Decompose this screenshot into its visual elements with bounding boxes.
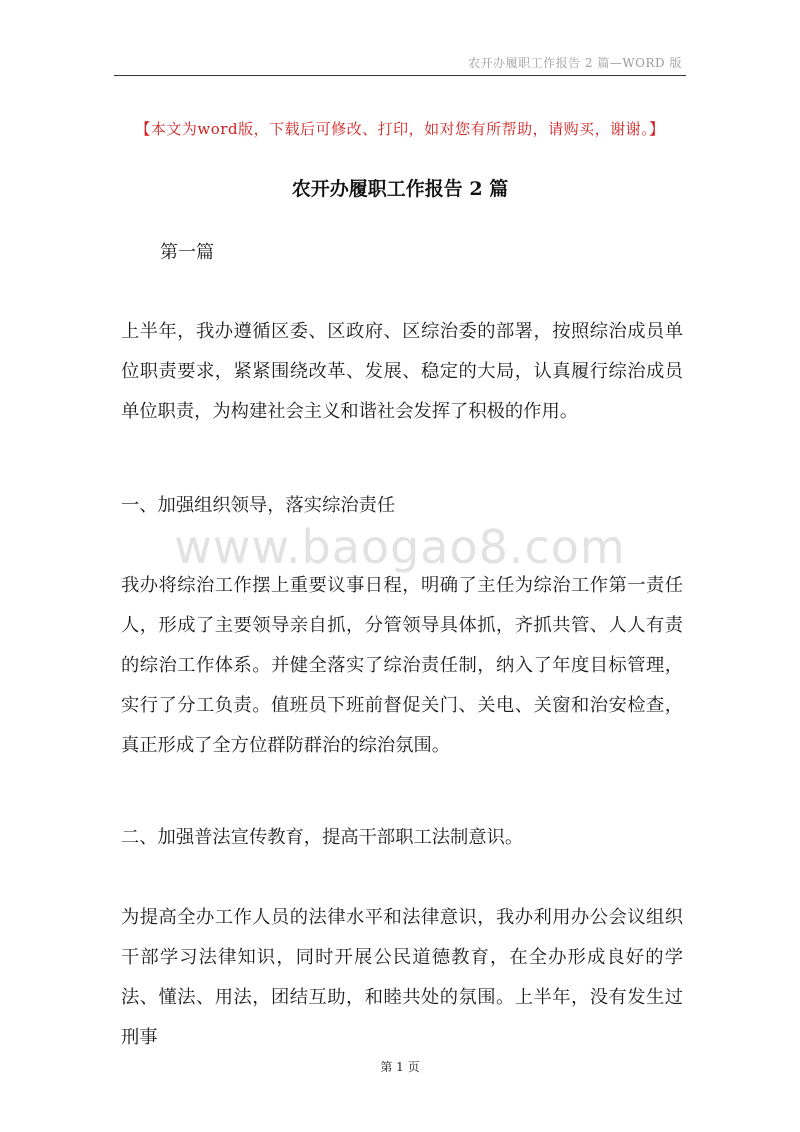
heading-one: 一、加强组织领导，落实综治责任	[121, 495, 396, 516]
header-divider	[114, 75, 686, 76]
running-header: 农开办履职工作报告 2 篇—WORD 版	[468, 56, 682, 70]
download-notice: 【本文为word版，下载后可修改、打印，如对您有所帮助，请购买，谢谢。】	[135, 120, 665, 138]
paragraph-organization: 我办将综治工作摆上重要议事日程，明确了主任为综治工作第一责任人，形成了主要领导亲自抓，分管领导具体抓，齐抓共管、人人有责的综治工作体系。并健全落实了综治责任制，纳入了年度目标管理，实行了分工负责。值班员下班前督促关门、关电、关窗和治安检查，真正形成了全方位群防群治的综治氛围。	[121, 575, 683, 756]
document-title: 农开办履职工作报告 2 篇	[291, 178, 509, 200]
paragraph-legal-education: 为提高全办工作人员的法律水平和法律意识，我办利用办公会议组织干部学习法律知识，同时开展公民道德教育，在全办形成良好的学法、懂法、用法，团结互助，和睦共处的氛围。上半年，没有发生过刑事	[121, 907, 683, 1048]
paragraph-intro: 上半年，我办遵循区委、区政府、区综治委的部署，按照综治成员单位职责要求，紧紧围绕改革、发展、稳定的大局，认真履行综治成员单位职责，为构建社会主义和谐社会发挥了积极的作用。	[121, 321, 683, 422]
page-number: 第 1 页	[380, 1060, 420, 1074]
section-label: 第一篇	[160, 242, 214, 263]
watermark: www.baogao8.com	[174, 520, 626, 574]
heading-two: 二、加强普法宣传教育，提高干部职工法制意识。	[121, 827, 524, 848]
